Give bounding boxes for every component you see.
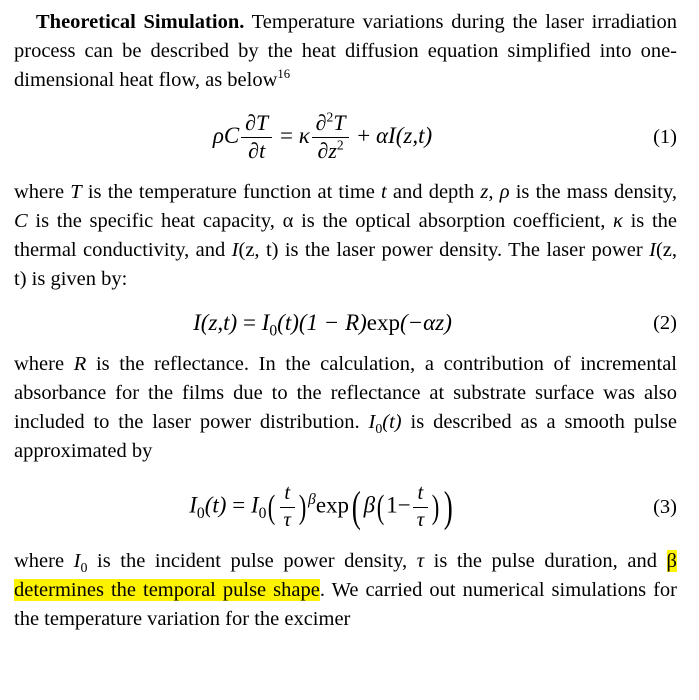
equation-3-frac2-denominator: τ — [416, 509, 425, 532]
paragraph-pulse-parameters — [14, 547, 677, 634]
equation-1-C: C — [223, 122, 240, 148]
equation-1-kappa: κ — [298, 122, 310, 148]
equation-3-frac2-numerator: t — [413, 482, 428, 508]
equation-3-body — [189, 482, 456, 533]
p3-seg-2: is the reflectance. In the calculation, a contribution of incremental absorbance for the films due to the reflectance at substrate surface was also included to the laser power distribution. — [14, 353, 677, 434]
equation-1-frac2-numerator — [312, 111, 350, 138]
p4-var-I: I — [73, 549, 81, 572]
equation-3-minus: − — [397, 492, 411, 518]
p2-seg-16: (z, t) is the laser power density. The laser power — [238, 239, 650, 262]
equation-3-fraction-t-tau-2 — [413, 482, 428, 533]
equation-2-row — [14, 310, 677, 340]
equation-1-fraction-dTdt — [241, 111, 272, 164]
equation-3-paren-close-3: ) — [431, 488, 440, 526]
equation-1-frac2-partial: ∂ — [315, 111, 327, 135]
equation-1-frac2-num-exponent: 2 — [326, 109, 334, 125]
p2-var-rho: ρ — [499, 181, 510, 204]
paragraph-reflectance — [14, 350, 677, 466]
p4-var-I-subscript: 0 — [80, 560, 88, 576]
p2-var-C: C — [14, 210, 28, 233]
equation-3-lhs-subscript: 0 — [196, 505, 205, 523]
equation-2-I0-subscript: 0 — [269, 322, 278, 340]
equation-3-one: 1 — [386, 492, 398, 518]
equation-1-frac1-numerator: ∂T — [241, 111, 272, 138]
p4-var-tau: τ — [416, 549, 425, 572]
equation-3-frac-numerator: t — [280, 482, 295, 508]
equation-2-lhs: I(z,t) — [193, 310, 238, 336]
citation-marker-16: 16 — [277, 67, 291, 82]
equation-3-beta: β — [363, 492, 376, 518]
equation-3-number: (3) — [653, 496, 678, 519]
p2-var-I: I — [231, 239, 239, 262]
equation-3-paren-open-3: ( — [376, 488, 385, 526]
p2-var-t: t — [381, 181, 387, 204]
equation-1-alpha: α — [375, 122, 389, 148]
equation-3-paren-open-2: ( — [351, 482, 361, 531]
equation-1-rho: ρ — [212, 122, 224, 148]
p2-seg-4: and depth — [386, 181, 481, 204]
p2-var-I2: I — [649, 239, 656, 262]
equation-2-I0: I — [261, 310, 270, 336]
equation-3-paren-close-1: ) — [298, 488, 307, 526]
equation-3-rhs-I: I — [250, 492, 259, 518]
paragraph-theoretical-simulation — [14, 8, 677, 95]
p2-seg-18: (z, t) is given by: — [14, 239, 677, 291]
equation-1-frac2-den-exponent: 2 — [336, 137, 344, 153]
equation-3-equals: = — [232, 492, 246, 518]
highlighted-phrase: β determines the temporal pulse shape — [14, 549, 677, 601]
equation-3-fraction-t-tau — [280, 482, 295, 533]
equation-3-lhs-arg: (t) — [204, 492, 227, 518]
p3-var-I: I — [368, 411, 376, 434]
equation-3-beta-exponent: β — [308, 491, 316, 509]
equation-1-I: I — [388, 122, 396, 148]
section-lead-label: Theoretical Simulation. — [36, 11, 245, 33]
equation-2-reflectance-term: (1 − R) — [298, 310, 367, 336]
equation-2-number: (2) — [653, 311, 677, 334]
equation-1-frac2-den-dz: ∂z — [317, 139, 337, 164]
equation-2-equals: = — [242, 310, 256, 336]
p4-seg-mid2: is the pulse duration, and — [424, 549, 667, 572]
equation-1-frac2-denominator — [312, 138, 350, 164]
equation-2-body — [193, 310, 452, 340]
equation-3-paren-open-1: ( — [268, 488, 276, 526]
p2-seg-12: is the optical absorption coefficient, — [293, 210, 614, 233]
equation-1-equals: = — [279, 122, 293, 148]
p4-seg-mid1: is the incident pulse power density, — [87, 549, 417, 572]
p3-var-I-subscript: 0 — [375, 422, 383, 438]
equation-1-frac2-T: T — [333, 111, 346, 135]
p2-seg-0: where — [14, 181, 71, 204]
equation-2-exp-argument: (−αz) — [400, 310, 452, 336]
p4-seg-before: where — [14, 549, 74, 572]
equation-1-row — [14, 111, 677, 164]
p4-seg-after: . We carried out numerical simulations for the temperature variation for the excimer — [14, 578, 677, 630]
p2-seg-14: is the thermal conductivity, and — [14, 210, 678, 262]
equation-1-body — [213, 111, 432, 164]
equation-2-exp: exp — [366, 310, 400, 336]
paragraph-variable-definitions — [14, 178, 677, 294]
p2-var-z: z — [480, 181, 489, 204]
equation-3-paren-close-2: ) — [443, 482, 453, 531]
p2-var-kappa: κ — [613, 210, 623, 233]
p2-var-alpha: α — [282, 210, 294, 233]
equation-3-exp: exp — [315, 492, 350, 518]
p3-seg-6: is described as a smooth pulse approximated by — [14, 411, 677, 463]
equation-2-t-arg: (t) — [277, 310, 299, 336]
equation-3-row — [14, 482, 677, 533]
p3-seg-0: where — [14, 353, 74, 376]
p2-seg-8: is the mass density, — [509, 181, 677, 204]
p2-var-T: T — [70, 181, 82, 204]
p3-var-t-arg: (t) — [382, 411, 402, 434]
p2-seg-2: is the temperature function at time — [81, 181, 382, 204]
equation-3-rhs-subscript: 0 — [258, 505, 267, 523]
equation-1-number: (1) — [653, 126, 677, 149]
p2-seg-6: , — [488, 181, 500, 204]
equation-1-frac1-denominator: ∂t — [248, 139, 266, 164]
equation-3-lhs-I: I — [189, 492, 197, 518]
paragraph-1-text: Temperature variations during the laser irradiation process can be described by the heat diffusion equation simplified into one-dimensional heat flow, as below — [14, 11, 677, 91]
p2-seg-10: is the specific heat capacity, — [27, 210, 283, 233]
equation-1-fraction-d2Tdz2 — [312, 111, 350, 164]
equation-3-frac-denominator: τ — [283, 509, 291, 532]
equation-1-plus: + — [357, 122, 371, 148]
equation-1-args: (z,t) — [395, 122, 433, 148]
p3-var-R: R — [73, 353, 87, 376]
